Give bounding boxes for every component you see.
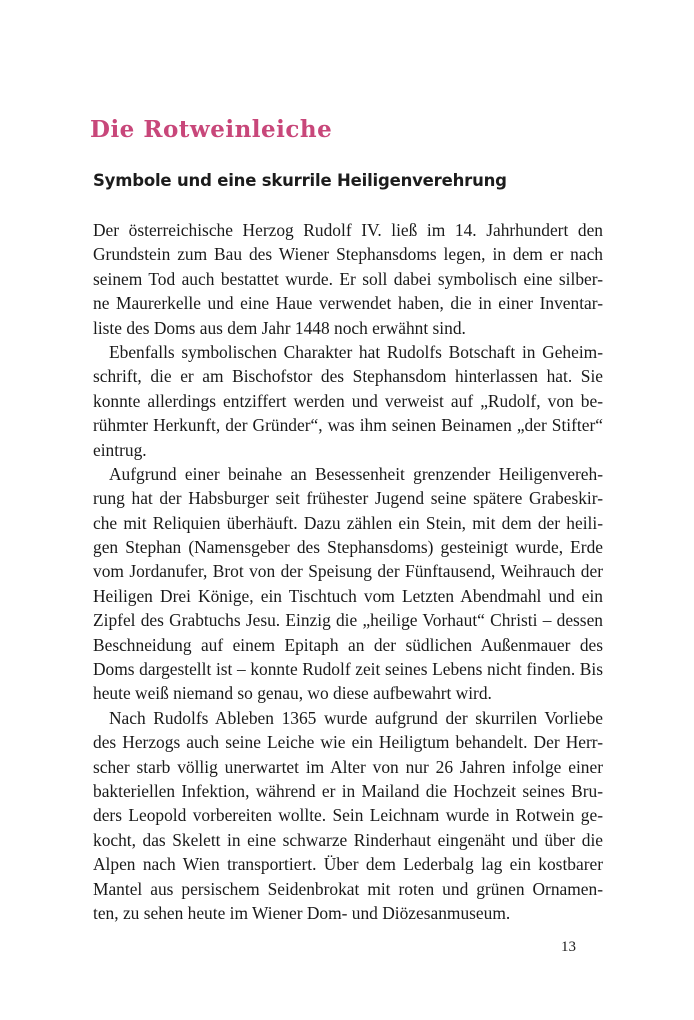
text-line: Ebenfalls symbolischen Charakter hat Rudolfs Botschaft in Geheim- (109, 341, 603, 362)
text-line: Mantel aus persischem Seidenbrokat mit roten und grünen Ornamen- (93, 878, 603, 899)
text-line: liste des Doms aus dem Jahr 1448 noch erwähnt sind. (93, 317, 466, 338)
body-text (93, 218, 603, 925)
chapter-title: Die Rotweinleiche (90, 116, 333, 143)
text-line: Nach Rudolfs Ableben 1365 wurde aufgrund der skurrilen Vorliebe (109, 707, 603, 728)
text-line: ten, zu sehen heute im Wiener Dom- und Diözesanmuseum. (93, 902, 511, 923)
text-line: Beschneidung auf einem Epitaph an der südlichen Außenmauer des (93, 634, 603, 655)
text-line: ne Maurerkelle und eine Haue verwendet haben, die in einer Inventar- (93, 293, 603, 314)
text-line: rühmter Herkunft, der Gründer“, was ihm seinen Beinamen „der Stifter“ (93, 415, 603, 436)
chapter-subtitle: Symbole und eine skurrile Heiligenverehrung (93, 171, 507, 190)
text-line: Aufgrund einer beinahe an Besessenheit grenzender Heiligenvereh- (109, 463, 603, 484)
text-line: des Herzogs auch seine Leiche wie ein Heiligtum behandelt. Der Herr- (93, 732, 603, 753)
text-line: Doms dargestellt ist – konnte Rudolf zeit seines Lebens nicht finden. Bis (93, 659, 603, 680)
text-line: eintrug. (93, 439, 147, 460)
text-line: vom Jordanufer, Brot von der Speisung der Fünftausend, Weihrauch der (93, 561, 603, 582)
paragraph (93, 462, 603, 706)
text-line: heute weiß niemand so genau, wo diese aufbewahrt wird. (93, 683, 492, 704)
text-line: scher starb völlig unerwartet im Alter von nur 26 Jahren infolge einer (93, 756, 603, 777)
text-line: che mit Reliquien überhäuft. Dazu zählen ein Stein, mit dem der heili- (93, 512, 603, 533)
text-line: gen Stephan (Namensgeber des Stephansdoms) gesteinigt wurde, Erde (93, 537, 603, 558)
text-line: konnte allerdings entziffert werden und verweist auf „Rudolf, von be- (93, 390, 603, 411)
text-line: Zipfel des Grabtuchs Jesu. Einzig die „heilige Vorhaut“ Christi – dessen (93, 610, 603, 631)
paragraph (93, 340, 603, 462)
text-line: ders Leopold vorbereiten wollte. Sein Leichnam wurde in Rotwein ge- (93, 805, 603, 826)
text-line: seinem Tod auch bestattet wurde. Er soll dabei symbolisch eine silber- (93, 268, 603, 289)
text-line: schrift, die er am Bischofstor des Stephansdom hinterlassen hat. Sie (93, 366, 603, 387)
text-line: rung hat der Habsburger seit frühester Jugend seine spätere Grabeskir- (93, 488, 603, 509)
text-line: Heiligen Drei Könige, ein Tischtuch vom Letzten Abendmahl und ein (93, 585, 603, 606)
page-number: 13 (561, 939, 576, 955)
text-line: Alpen nach Wien transportiert. Über dem Lederbalg lag ein kostbarer (93, 854, 603, 875)
text-line: Grundstein zum Bau des Wiener Stephansdoms legen, in dem er nach (93, 244, 603, 265)
text-line: bakteriellen Infektion, während er in Mailand die Hochzeit seines Bru- (93, 780, 603, 801)
text-line: Der österreichische Herzog Rudolf IV. ließ im 14. Jahrhundert den (93, 220, 603, 240)
paragraph (93, 218, 603, 340)
text-line: kocht, das Skelett in eine schwarze Rinderhaut eingenäht und über die (93, 829, 603, 850)
paragraph (93, 706, 603, 926)
